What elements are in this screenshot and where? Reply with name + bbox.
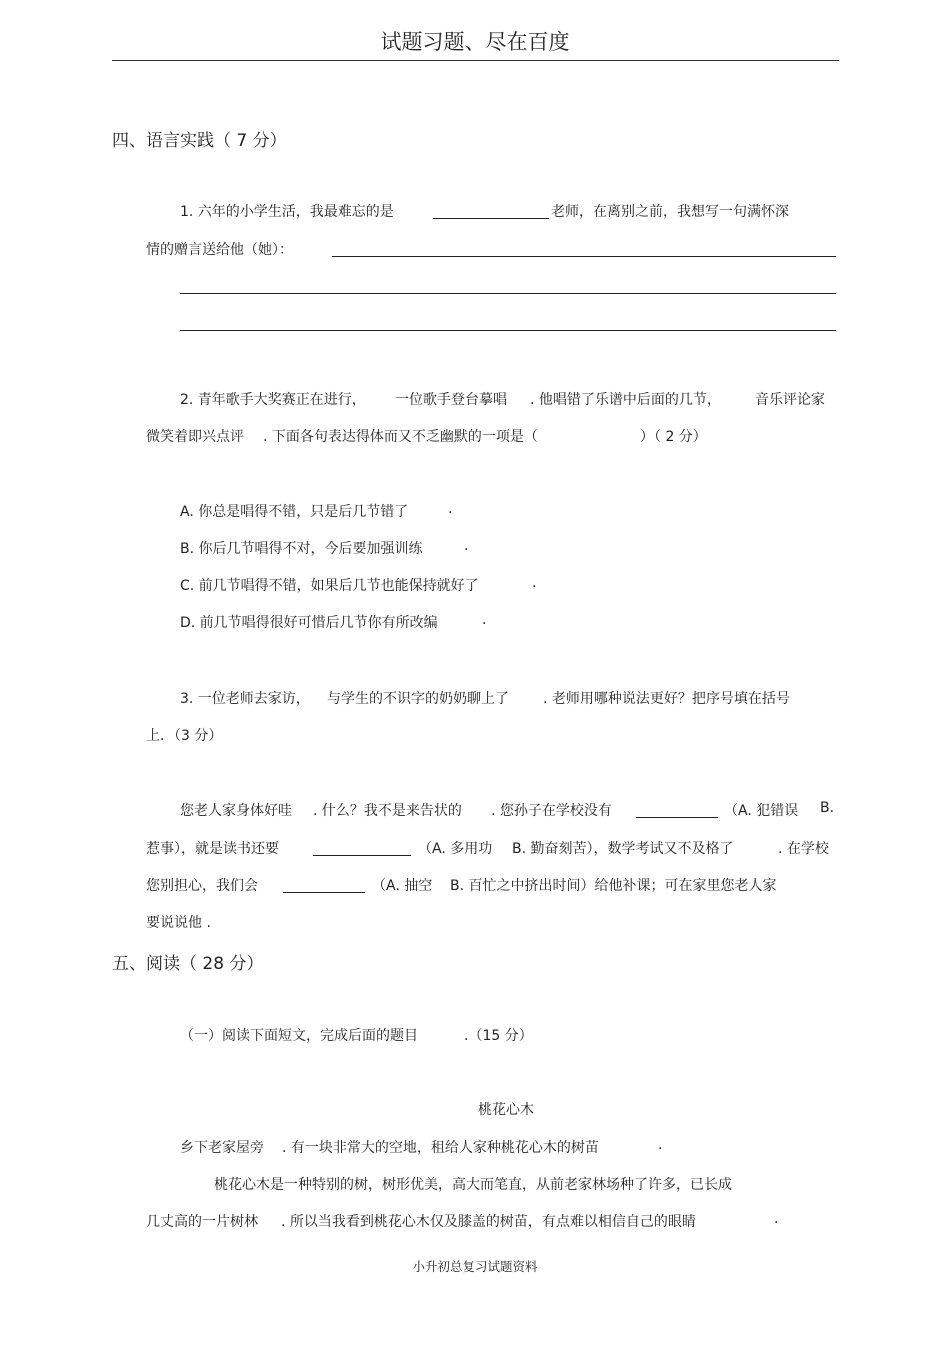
reading-p1-a: 乡下老家屋旁 xyxy=(180,1140,264,1156)
q2-line1-c: . 他唱错了乐谱中后面的几节， xyxy=(530,392,721,408)
passage-l1-a: 您老人家身体好哇 xyxy=(180,803,292,819)
q1-answer-line-3[interactable] xyxy=(180,330,836,331)
reading-p1-b: . 有一块非常大的空地，租给人家种桃花心木的树苗 xyxy=(282,1140,599,1156)
q2-line2-a: 微笑着即兴点评 xyxy=(146,429,244,445)
q2-line1-a: 2. 青年歌手大奖赛正在进行， xyxy=(180,392,366,408)
q2-line2-c: ）（ 2 分） xyxy=(640,429,707,445)
q2-option-b[interactable]: B. 你后几节唱得不对，今后要加强训练 xyxy=(180,541,423,557)
q1-line1-a: 1. 六年的小学生活，我最难忘的是 xyxy=(180,204,394,220)
passage-blank-3[interactable] xyxy=(283,892,365,893)
passage-l4: 要说说他 . xyxy=(146,915,211,931)
passage-l1-d: （A. 犯错误 xyxy=(724,803,799,819)
passage-blank-1[interactable] xyxy=(636,817,718,818)
reading-p3-c: . xyxy=(774,1211,779,1227)
q2-option-b-end: . xyxy=(464,538,469,554)
q1-answer-line-2[interactable] xyxy=(180,293,836,294)
page-footer: 小升初总复习试题资料 xyxy=(412,1259,538,1274)
passage-l1-e: B. xyxy=(820,800,835,816)
page-header-title: 试题习题、尽在百度 xyxy=(380,30,570,54)
reading-title: 桃花心木 xyxy=(478,1102,534,1118)
section-5-heading: 五、阅读（ 28 分） xyxy=(112,954,264,974)
passage-l2-b: （A. 多用功 xyxy=(418,841,493,857)
reading-sub-heading: （一）阅读下面短文，完成后面的题目 xyxy=(180,1028,418,1044)
q2-line2-b: . 下面各句表达得体而又不乏幽默的一项是（ xyxy=(263,429,538,445)
passage-l3-c: B. 百忙之中挤出时间）给他补课；可在家里您老人家 xyxy=(450,878,777,894)
passage-l2-d: . 在学校 xyxy=(778,841,829,857)
q3-line2: 上．（3 分） xyxy=(146,728,223,744)
passage-l2-a: 惹事），就是读书还要 xyxy=(146,841,279,857)
passage-l2-c: B. 勤奋刻苦），数学考试又不及格了 xyxy=(512,841,734,857)
passage-l3-b: （A. 抽空 xyxy=(372,878,433,894)
q1-line1-b: 老师，在离别之前，我想写一句满怀深 xyxy=(551,204,789,220)
reading-p3-a: 几丈高的一片树林 xyxy=(146,1214,258,1230)
q3-line1-a: 3. 一位老师去家访， xyxy=(180,691,310,707)
q1-answer-line-1[interactable] xyxy=(332,256,836,257)
q2-option-a-end: . xyxy=(448,501,453,517)
q2-line1-b: 一位歌手登台摹唱 xyxy=(395,392,507,408)
header-rule xyxy=(112,60,839,61)
reading-sub-score: .（15 分） xyxy=(464,1028,533,1044)
reading-p3-b: . 所以当我看到桃花心木仅及膝盖的树苗，有点难以相信自己的眼睛 xyxy=(281,1214,696,1230)
passage-blank-2[interactable] xyxy=(313,855,411,856)
reading-p2-a: 桃花心木是一种特别的树，树形优美，高大而笔直，从前老家林场种了许多，已长成 xyxy=(214,1177,732,1193)
q2-option-a[interactable]: A. 你总是唱得不错，只是后几节错了 xyxy=(180,504,409,520)
passage-l3-a: 您别担心，我们会 xyxy=(146,878,258,894)
q2-option-d-end: . xyxy=(482,612,487,628)
q3-line1-c: . 老师用哪种说法更好？把序号填在括号 xyxy=(543,691,790,707)
section-4-heading: 四、语言实践（ 7 分） xyxy=(112,131,287,151)
q2-option-c-end: . xyxy=(532,575,537,591)
q3-line1-b: 与学生的不识字的奶奶聊上了 xyxy=(327,691,509,707)
q2-option-c[interactable]: C. 前几节唱得不错，如果后几节也能保持就好了 xyxy=(180,578,479,594)
q1-teacher-blank[interactable] xyxy=(433,218,549,219)
q2-option-d[interactable]: D. 前几节唱得很好可惜后几节你有所改编 xyxy=(180,615,438,631)
q1-line2: 情的赠言送给他（她）： xyxy=(146,242,293,258)
passage-l1-c: . 您孙子在学校没有 xyxy=(491,803,612,819)
passage-l1-b: . 什么？我不是来告状的 xyxy=(313,803,462,819)
q2-line1-d: 音乐评论家 xyxy=(755,392,825,408)
reading-p1-c: . xyxy=(658,1137,663,1153)
